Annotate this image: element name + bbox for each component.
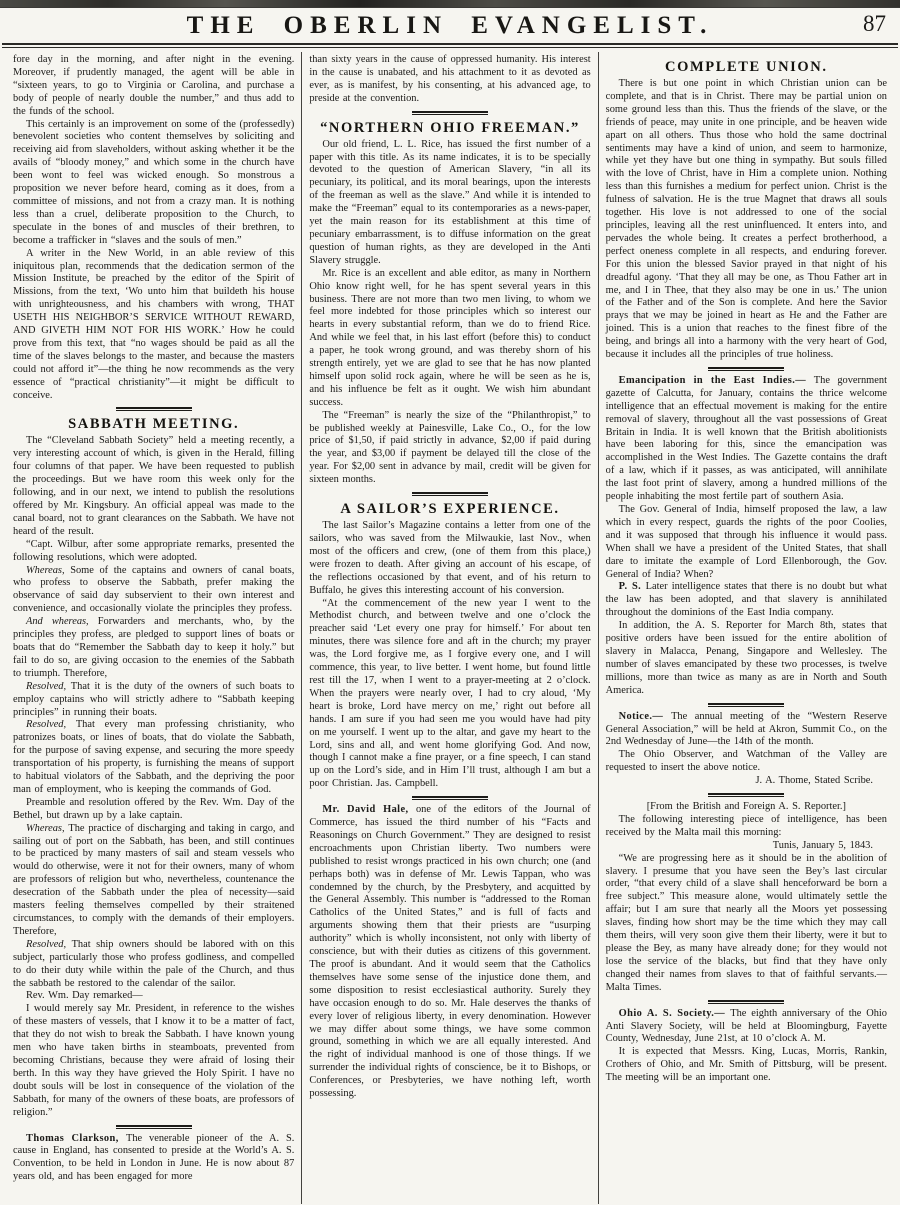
paragraph: than sixty years in the cause of oppressed humanity. His interest in the cause is unabated, and his attachment to it as devoted as ever, as is manifest, by his consenting, at his advanced age, to preside at the convention. <box>309 54 591 104</box>
paragraph: A writer in the New World, in an able review of this iniquitous plan, recommends that the dedication sermon of the Mission Institute, be preached by the editor of the Spirit of Missions, from the text, ‘Wo unto him that buildeth his house with unrighteousness, and his chambers with wrong, THAT USETH HIS NEIGHBOR’S SERVICE WITHOUT REWARD, AND GIVETH HIM NOT FOR HIS WORK.’ How he could prove from this text, that “no wages should be paid as all the time of the slaves belongs to the master, and because the masters could not afford it”—the thing he now recommends as the very essence of “practical christianity”—it might be difficult to conceive. <box>13 247 295 401</box>
page-number: 87 <box>863 11 886 36</box>
article-heading: “NORTHERN OHIO FREEMAN.” <box>320 119 580 136</box>
paragraph: Resolved, That every man professing christianity, who patronizes boats, or lines of boats, that do violate the Sabbath, for the purpose of saving expense, and securing the more speedy transportation of his property, is furnishing the means of support to habitual violators of the Sabbath, and the depriving the poor man of employment, who is keeping the commands of God. <box>13 719 295 795</box>
paragraph: Tunis, January 5, 1843. <box>772 839 873 851</box>
paragraph-lead: Resolved, <box>26 938 72 950</box>
paragraph-lead: Thomas Clarkson, <box>26 1132 126 1144</box>
paragraph: And whereas, Forwarders and merchants, who, by the principles they profess, are pledged to support lines of boats or boats that do “Remember the Sabbath day to keep it holy.” but fail to do so, are giving occasion to the enemies of the Sabbath to triumph. Therefore, <box>13 616 295 679</box>
scan-edge-noise <box>0 0 900 8</box>
paragraph-lead: And whereas, <box>26 616 98 628</box>
column-2 <box>301 52 597 1204</box>
paragraph: fore day in the morning, and after night in the evening. Moreover, if prudently managed, the agent will be able in “sixteen years, to go to Virginia or Carolina, and purchase a body of people of nearly double the number,” and thus add to the funds of the school. <box>13 54 295 117</box>
paragraph: The Gov. General of India, himself proposed the law, a law which in every respect, guards the rights of the poor Coolies, and it was supposed that through his influence it would pass. When shall we have a president of the United States, that shall dare to imitate the example of Lord Ellenborough, the Gov. General of India? When? <box>605 504 887 580</box>
section-divider <box>116 1125 192 1129</box>
paragraph: Whereas, The practice of discharging and taking in cargo, and sailing out of port on the Sabbath, has been, and still continues to be practiced by many masters of sail and steam vessels who would do otherwise, were it not for their owners, many of whom are professors of religion but who, nevertheless, countenance the desecration of the Sabbath under the plea of necessity—said masters feeling themselves compelled by their straitened circumstances, to comply with the demands of their employers. Therefore, <box>13 822 295 937</box>
paragraph: Resolved, That ship owners should be labored with on this subject, particularly those who profess godliness, and compelled to do their duty while within the pale of the Church, and thus the sabbath be restored to the calendar of the sailor. <box>13 938 295 989</box>
section-divider <box>116 407 192 411</box>
paragraph: Resolved, That it is the duty of the owners of such boats to employ captains who will strictly adhere to “Sabbath keeping principles” in running their boats. <box>13 680 295 718</box>
paragraph-lead: Notice.— <box>618 710 672 722</box>
section-divider <box>708 1000 784 1004</box>
paragraph: Emancipation in the East Indies.— The government gazette of Calcutta, for January, contains the thrice welcome intelligence that an effectual movement is making for the entire removal of slavery, throughout all the vast possessions of Great Britain in India. It is well known that the British abolitionists have been laboring for this, since the emancipation was accomplished in the West Indies. The Gazette contains the draft of a law, which if it passes, as was anticipated, will annihilate the last foot print of slavery, among a hundred millions of the people inhabiting the most fertile part of southern Asia. <box>605 374 887 503</box>
section-divider <box>412 111 488 115</box>
paragraph: Preamble and resolution offered by the Rev. Wm. Day of the Bethel, but drawn up by a lake captain. <box>13 796 295 821</box>
paragraph: P. S. Later intelligence states that there is no doubt but what the law has been adopted, and that slavery is annihilated throughout the dominions of the East India company. <box>605 581 887 619</box>
paragraph-lead: Resolved, <box>26 719 76 731</box>
paragraph-lead: P. S. <box>618 581 646 593</box>
paragraph: “At the commencement of the new year I went to the Methodist church, and between twelve and one o’clock the preacher said ‘Let every one pray for himself.’ For about ten minutes, there was silence fore and aft in the church; my prayer was, the Lord forgive me, as I forgive every one, and I will commence, this year, to live better. I went home, but found little rest till the 17, when I went to a prayer-meeting at 2 o’clock. When the prayers were nearly over, I had to cry aloud, ‘My heart is broke, Lord have mercy on me,’ right out before all hands. I am sure if you had seen me you would have had pity on me yourself. I went up to the altar, and gave my heart to the Lord, sins and all, and went home glorifying God. And now, though I cannot make a fine prayer, or a fine speech, I can stand up on the Lord’s side, and in Him I’ll trust, although I am but a poor Christian. Jas. Campbell. <box>309 597 591 790</box>
paragraph: This certainly is an improvement on some of the (professedly) benevolent societies who content themselves by soliciting and receiving aid from slaveholders, without asking whether it be the avails of “bloody money,” and which some in the church have been wont to feel was wicked enough. So monstrous a proposition we never before heard, coming as it does, from a committee of missions, and not from a crazy man. It is nothing less than a cruel, deliberate proposition to the Church, to speculate in the bones of and muscles of their brethren, to become a trafficker in “slaves and the souls of men.” <box>13 118 295 246</box>
paragraph: The “Cleveland Sabbath Society” held a meeting recently, a very interesting account of which, is given in the Herald, filling four columns of that paper. We have been requested to publish the proceedings. But we have room this week only for the following, and in our next, we intend to publish the resolutions offered by Mr. Kingsbury. An official appeal was made to the canal board, not to grant clearances on the Sabbath. We have not heard of the result. <box>13 435 295 537</box>
paragraph-lead: Emancipation in the East Indies.— <box>618 374 814 386</box>
paragraph: Mr. David Hale, one of the editors of the Journal of Commerce, has issued the third number of his “Facts and Reasonings on Church Government.” They are designed to resist encroachments upon Christian liberty. Two numbers were published to resist wrongs practiced in his own church; one (and perhaps both) was in defense of Mr. Lewis Tappan, who was condemned by the church, by the Presbytery, and acquitted by the General Assembly. This number is “addressed to the Roman Catholics of the United States,” and is full of facts and arguments showing them that their priests are “usurping authority” which is wholly inconsistent, not only with liberty of conscience, but with their duties as citizens of this government. The proof is abundant. And it would seem that the Catholics themselves have some sense of the injustice done them, and some disposition to resist ecclesiastical authority. Surely they have occasion enough to do so. Mr. Hale deserves the thanks of every lover of religious liberty, in every denomination. However we may differ about some things, we have some common ground, something in which we are all equally interested. And the right of individual manhood is one of those things. If we surrender the individual rights of conscience, be it to Bishops, or Conferences, or Presbyteries, we have nothing left, worth possessing. <box>309 804 591 1100</box>
paragraph: J. A. Thome, Stated Scribe. <box>755 775 873 787</box>
section-divider <box>708 703 784 707</box>
paragraph: In addition, the A. S. Reporter for March 8th, states that positive orders have been issued for the entire abolition of slavery in Malacca, Penang, Singapore and Wellesley. The number of slaves emancipated by these two processes, is twelve millions, more than twice as many as are in North and South America. <box>605 620 887 696</box>
paragraph: Ohio A. S. Society.— The eighth anniversary of the Ohio Anti Slavery Society, will be held at Bloomingburg, Fayette County, Wednesday, June 21st, at 10 o’clock A. M. <box>605 1007 887 1045</box>
section-divider <box>412 492 488 496</box>
paragraph: It is expected that Messrs. King, Lucas, Morris, Rankin, Crothers of Ohio, and Mr. Smith of Pittsburg, will be present. The meeting will be an important one. <box>605 1046 887 1084</box>
paragraph: “We are progressing here as it should be in the abolition of slavery. I presume that you have seen the Bey’s last circular order, “that every child of a slave shall henceforward be born a free subject.” This measure alone, would ultimately settle the affair; but I am sure that nearly all the Moors yet possessing slaves, finding how short may be the time which they may call them theirs, will very soon give them their liberty, were it but to please the Bey, as many have already done; for they would not lose the service of the blacks, but find that they have only changed their names from slaves to that of faithful servants.—Malta Times. <box>605 852 887 993</box>
paragraph-lead: Resolved, <box>26 680 71 692</box>
section-divider <box>708 367 784 371</box>
paragraph-lead: Whereas, <box>26 564 71 576</box>
paragraph-lead: Ohio A. S. Society.— <box>618 1007 731 1019</box>
paragraph-lead: Whereas, <box>26 822 69 834</box>
paragraph: The following interesting piece of intelligence, has been received by the Malta mail this morning: <box>605 813 887 838</box>
article-heading: A SAILOR’S EXPERIENCE. <box>340 501 560 518</box>
masthead <box>0 8 900 43</box>
paragraph: Thomas Clarkson, The venerable pioneer of the A. S. cause in England, has consented to preside at the World’s A. S. Convention, to be held in London in June. He is now about 87 years old, and has been engaged for more <box>13 1132 295 1183</box>
article-heading: COMPLETE UNION. <box>665 59 828 75</box>
paragraph: The Ohio Observer, and Watchman of the Valley are requested to insert the above notice. <box>605 749 887 774</box>
paragraph: “Capt. Wilbur, after some appropriate remarks, presented the following resolutions, which were adopted. <box>13 538 295 563</box>
paragraph: Rev. Wm. Day remarked— <box>26 990 143 1002</box>
column-1 <box>6 52 301 1204</box>
paragraph: The last Sailor’s Magazine contains a letter from one of the sailors, who was saved from the Milwaukie, last Nov., when most of the officers and crew, (one of them from this place,) were frozen to death. After giving an account of his escape, of the reflections occasioned by that event, and of his return to Buffalo, he gives this interesting account of his conversion. <box>309 520 591 596</box>
paragraph: Whereas, Some of the captains and owners of canal boats, who profess to observe the Sabbath, prefer making the observance of said day subservient to their own interest and convenience, and occasionally violate the principles they profess. <box>13 564 295 615</box>
newspaper-title: THE OBERLIN EVANGELIST. <box>186 12 714 39</box>
paragraph: [From the British and Foreign A. S. Reporter.] <box>646 801 846 813</box>
paragraph: Mr. Rice is an excellent and able editor, as many in Northern Ohio know right well, for he has spent several years in this business. There are not more than two men living, to whom we feel more indebted for those principles which so interest our hearts in every substantial reform, than we do to friend Rice. And while we feel that, in his last effort (before this) to conduct a paper, he took wrong ground, and was thereby shorn of his strength entirely, yet we are glad to see that he has now planted himself upon solid rock again, where he will be seen as he is, and his influence be felt as it ought. We wish him abundant success. <box>309 267 591 408</box>
section-divider <box>708 793 784 797</box>
column-3 <box>598 52 894 1204</box>
paragraph: Notice.— The annual meeting of the “Western Reserve General Association,” will be held at Akron, Summit Co., on the 2nd Wednesday of June—the 14th of the month. <box>605 710 887 748</box>
paragraph-lead: Mr. David Hale, <box>322 804 416 816</box>
article-columns <box>0 48 900 1204</box>
paragraph: I would merely say Mr. President, in reference to the wishes of these masters of vessels, that I know it to be a matter of fact, that they do not wish to break the Sabbath. I have known young men who have taken births in steamboats, prevented from becoming Christians, because they were afraid of losing their berth. In this way they have grieved the Holy Spirit. I have no doubt souls will be lost in consequence of the violation of the Sabbath, for many of the owners of these boats, are professors of religion.” <box>13 1003 295 1118</box>
article-heading: SABBATH MEETING. <box>68 416 240 433</box>
paragraph: The “Freeman” is nearly the size of the “Philanthropist,” to be published weekly at Painesville, Lake Co., O., for the low price of $1,50, if paid strictly in advance, $2,00 if paid during the year, and $3,00 if payment be delayed till the close of the year. For $2,00 sent in advance by mail, credit will be given for sixteen months. <box>309 409 591 486</box>
paragraph: Our old friend, L. L. Rice, has issued the first number of a paper with this title. As its name indicates, it is to be specially devoted to the question of American Slavery, “in all its pecuniary, its political, and its moral bearings, upon the interests of the freeman as well as the slave.” And while it is intended to make the “Freeman” equal to its contemporaries as a news-paper, yet the main reason for its establishment at this time of pecuniary embarrassment, is to diffuse information on the great question of human rights, as they are developed in the Anti Slavery struggle. <box>309 138 591 266</box>
paragraph: There is but one point in which Christian union can be complete, and that is in Christ. There may be partial union on some ground less than this. Thus the friends of the slave, or the friends of peace, may unite in one principle, and be heaven wide apart on all others. Thus those who hold the same doctrinal sentiments may have a kind of union, and seem to harmonize, while yet they have but one thing in sympathy. But souls filled with the love of Christ, have in Him a complete union. Nothing less than this furnishes a medium for perfect union. Christ is the fulness of salvation. He is the true Magnet that draws all souls together. His love is not addressed to one of the social principles, leaving all the rest uninfluenced. It enters into, and pervades the whole being. It creates a perfect brotherhood, a perfect oneness complete in all respects, and enduring forever. For this union the blessed Savior prayed in that night of his dreadful agony. ‘That they all may be one, as Thou Father art in me, and I in Thee, that they also may be one in us.’ The union of the Father and of the Son is complete. And here the Savior prays that we may be joined in heart as He and the Father are joined. This is a union that reaches to the finest fibre of the being, and brings all into a harmony with the very heart of God, because it includes all the principles of true holiness. <box>605 78 887 361</box>
section-divider <box>412 796 488 800</box>
